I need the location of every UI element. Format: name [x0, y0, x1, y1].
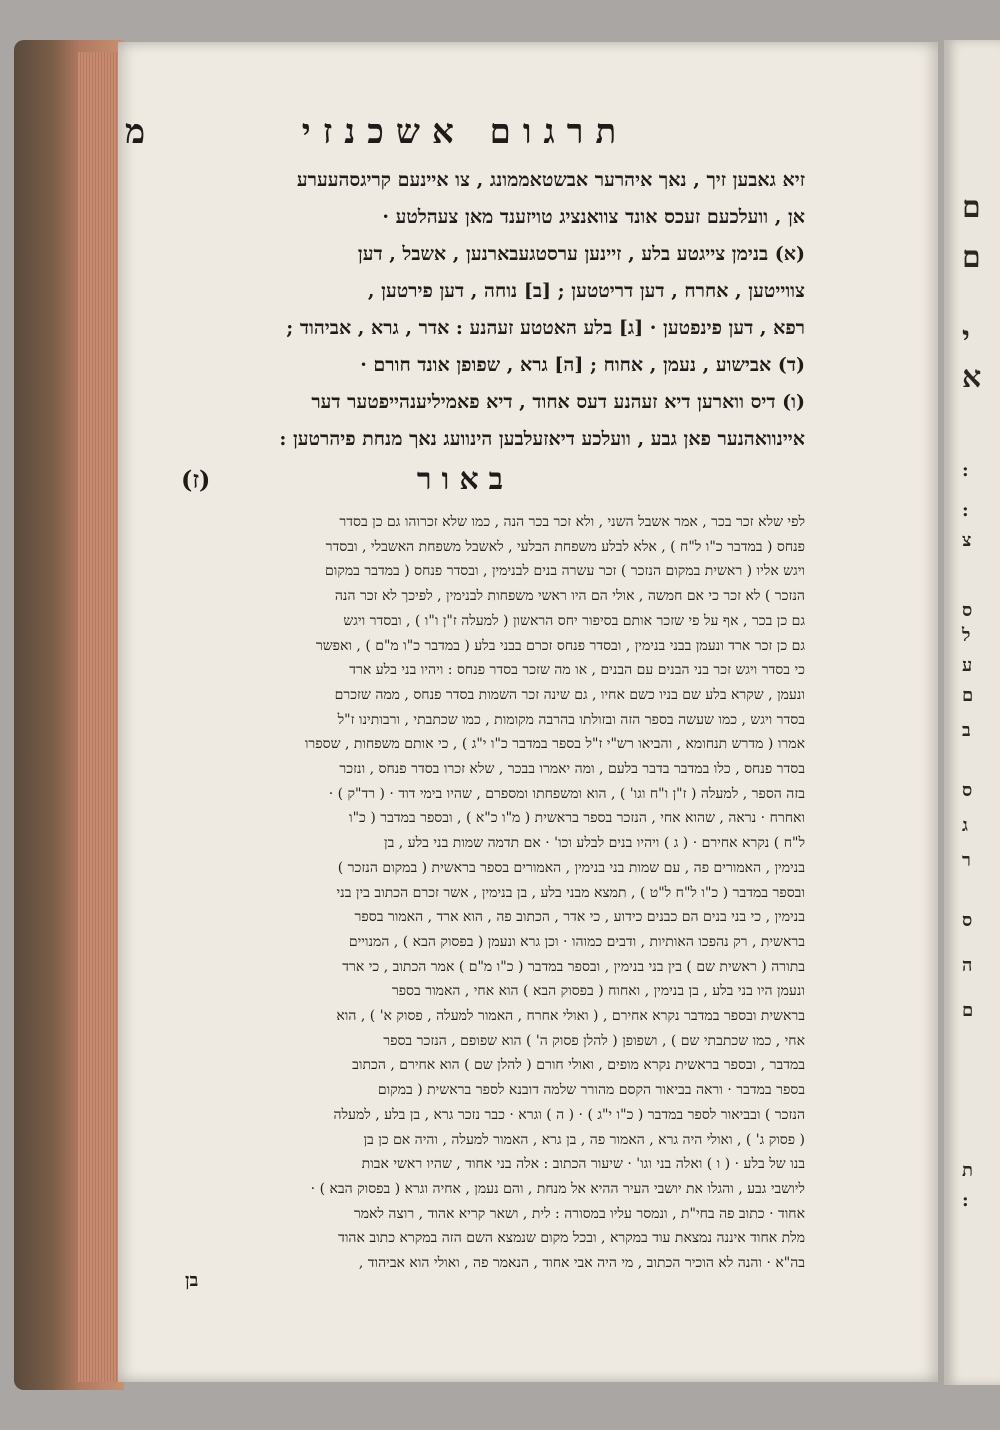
commentary-line: בראשית , רק נהפכו האותיות , ודבים כמוהו · וכן גרא ונעמן ( בפסוק הבא ) , המנויים	[348, 933, 805, 950]
commentary-line: כי בסדר ויגש זכר בני הבנים עם הבנים , או מה שזכר בסדר פנחס : ויהיו בני בלע ארד	[349, 662, 805, 679]
commentary-line: הנזכר ) ובביאור לספר במדבר ( כ"ו י"ג ) · ( ה ) וגרא · כבר נזכר גרא , בן בלע , למעלה	[333, 1106, 805, 1123]
facing-page-glyph: צ	[962, 530, 972, 551]
commentary-line: ל"ח ) נקרא אחירם · ( ג ) ויהיו בנים לבלע וכו' · אם תדמה שמות בני בלע , בן	[384, 835, 805, 852]
commentary-line: בה"א · והנה לא הוכיר הכתוב , מי היה אבי אחוד , הנאמר פה , ואולי הוא אביהוד ,	[358, 1255, 805, 1272]
facing-page-glyph: א	[962, 360, 982, 395]
facing-page-glyph: ל	[962, 625, 971, 646]
commentary-line: אחי , כמו שכתבתי שם ) , ושפופן ( להלן פסוק ה' ) הוא שפופם , הנזכר בספר	[383, 1032, 805, 1049]
commentary-line: בראשית ובספר במדבר נקרא אחירם , ( ואולי אחרח , האמור למעלה , פסוק א' ) , הוא	[336, 1008, 805, 1025]
commentary-line: ( פסוק ג' ) , ואולי היה גרא , האמור פה , בן גרא , האמור למעלה , והיה אם כן בן	[363, 1131, 805, 1148]
commentary-line: מלת אחוד איננה נמצאת עוד במקרא , ובכל מקום שנמצא השם הזה במקרא כתוב אהוד	[338, 1230, 805, 1247]
facing-page-glyph: י	[962, 320, 970, 355]
biur-verse-marker: (ז)	[181, 465, 211, 494]
commentary-line: בנו של בלע · ( ו ) ואלה בני וגו' · שיעור הכתוב : אלה בני אחוד , שהיו ראשי אבות	[361, 1156, 805, 1173]
facing-page-glyph: ם	[962, 1000, 974, 1021]
commentary-line: בסדר פנחס , כלו במדבר בדבר בלעם , ומה יאמרו בבכר , שלא זכרו בסדר פנחס , ונזכר	[339, 761, 805, 778]
translation-line: (ו) דיס ווארען דיא זעהנע דעס אחוד , דיא פאמיליענהייפטער דער	[311, 391, 805, 413]
page-edges	[78, 52, 118, 1382]
commentary-line: ואחרח · נראה , שהוא אחי , הנזכר בספר בראשית ( מ"ו כ"א ) , ובספר במדבר ( כ"ו	[349, 810, 805, 827]
facing-page-glyph: ב	[962, 720, 971, 741]
commentary-line: בסדר ויגש , כמו שעשה בספר הזה ובזולתו בהרבה מקומות , כמו שכתבתי , ורבותינו ז"ל	[337, 711, 805, 728]
commentary-line: בזה הספר , למעלה ( ז"ן ו"ח וגו' ) , הוא ומשפחתו ומספרם , שהיו בימי דוד · ( רד"ק ) ·	[328, 785, 805, 802]
commentary-line: הנזכר ) לא זכר כי אם חמשה , אולי הם היו ראשי משפחות לבנימין , לפיכך לא זכר הנה	[334, 588, 805, 605]
commentary-line: בספר במדבר · וראה בביאור הקסם מהורר שלמה דובנא לספר בראשית ( במקום	[377, 1082, 805, 1099]
translation-line: צווייטען , אחרח , דען דריטטען ; [ב] נוחה , דען פירטען ,	[367, 280, 805, 302]
running-title: תרגום אשכנזי	[301, 112, 629, 152]
facing-page-glyph: ס	[962, 910, 973, 931]
facing-page-glyph: ס	[962, 780, 973, 801]
facing-page-glyph: :	[962, 1190, 969, 1211]
biur-title: באור	[416, 462, 514, 497]
facing-page-glyph: :	[962, 500, 969, 521]
commentary-line: בתורה ( ראשית שם ) בין בני בנימין , ובספר במדבר ( כ"ו מ"ם ) אמר הכתוב , כי ארד	[342, 958, 805, 975]
facing-page-glyph: ת	[962, 1160, 973, 1181]
commentary-line: לפי שלא זכר בכר , אמר אשבל השני , ולא זכר בכר הנה , כמו שלא זכרוהו גם כן בסדר	[339, 514, 805, 530]
page-header	[125, 110, 805, 154]
biur-heading	[125, 460, 805, 500]
facing-page-glyph: ם	[962, 685, 974, 706]
facing-page-strip	[944, 40, 1000, 1385]
commentary-line: גם כן בכר , אף על פי שזכר אותם בסיפור יחס הראשון ( למעלה ז"ן ו"ו ) , ובסדר ויגש	[343, 612, 805, 629]
facing-page-glyph: ס	[962, 600, 973, 621]
facing-page-glyph: :	[962, 460, 969, 481]
page-letter: מ	[125, 112, 146, 152]
commentary-line: אמרו ( מדרש תנחומא , והביאו רש"י ז"ל בספר במדבר כ"ו י"ג ) , כי אותם משפחות , שספרו	[304, 736, 805, 753]
commentary-line: ונעמן , שקרא בלע שם בניו כשם אחיו , גם שינה זכר השמות בסדר פנחס , ממה שזכרם	[334, 686, 805, 703]
translation-line: אן , וועלכעם זעכס אונד צוואנציג טויזענד מאן צעהלטע ·	[382, 206, 805, 228]
commentary-line: בנימין , כי בני בנים הם כבנים כידוע , כי אדר , הכתוב פה , הוא ארד , האמור בספר	[354, 909, 805, 926]
translation-block	[125, 162, 805, 458]
facing-page-glyph: ר	[962, 850, 971, 871]
facing-page-glyph: ה	[962, 955, 973, 976]
facing-page-glyph: ם	[962, 190, 981, 225]
commentary-line: אחוד · כתוב פה בחי"ת , ונמסר עליו במסורה : לית , ושאר קריא אהוד , רוצה לאמר	[353, 1205, 805, 1222]
commentary-line: ונעמן היו בני בלע , בן בנימין , ואחוח ( בפסוק הבא ) הוא אחי , האמור בספר	[391, 983, 805, 1000]
translation-line: (ד) אבישוע , נעמן , אחוח ; [ה] גרא , שפופן אונד חורם ·	[360, 354, 805, 376]
facing-page-glyph: ג	[962, 815, 968, 836]
commentary-block	[125, 510, 805, 1276]
commentary-line: ליושבי גבע , והגלו את יושבי העיר ההיא אל מנחת , והם נעמן , אחיה וגרא ( בפסוק הבא ) ·	[310, 1180, 805, 1197]
translation-line: רפא , דען פינפטען · [ג] בלע האטטע זעהנע : אדר , גרא , אביהוד ;	[286, 317, 805, 339]
commentary-line: במדבר , ובספר בראשית נקרא מופים , ואולי חורם ( להלן שם ) הוא אחירם , הכתוב	[352, 1057, 805, 1074]
translation-line: זיא גאבען זיך , נאך איהרער אבשטאממונג , צו איינעם קריגסהעערע	[296, 169, 805, 191]
commentary-line: בנימין , האמורים פה , עם שמות בני בנימין , האמורים בספר בראשית ( במקום הנזכר )	[337, 859, 805, 876]
commentary-line: ויגש אליו ( ראשית במקום הנזכר ) זכר עשרה בנים לבנימין , ובסדר פנחס ( במדבר במקום	[325, 563, 805, 580]
translation-line: (א) בנימן צייגטע בלע , זיינען ערסטגעבארנען , אשבל , דען	[357, 243, 805, 265]
facing-page-glyph: ם	[962, 240, 981, 275]
page-content	[125, 110, 805, 1276]
catchword: בן	[185, 1270, 199, 1291]
commentary-line: ובספר במדבר ( כ"ו ל"ח ל"ט ) , תמצא מבני בלע , בן בנימין , אשר זכרם הכתוב בין בני	[336, 884, 805, 901]
commentary-line: גם כן זכר ארד ונעמן בבני בנימין , ובסדר פנחס זכרם בבני בלע ( במדבר כ"ו מ"ם ) , ואפשר	[315, 637, 805, 654]
translation-line: איינוואהנער פאן גבע , וועלכע דיאזעלבען הינוועג נאך מנחת פיהרטען :	[279, 428, 805, 450]
commentary-line: פנחס ( במדבר כ"ו ל"ח ) , אלא לבלע משפחת הבלעי , לאשבל משפחת האשבלי , ובסדר	[325, 538, 805, 555]
facing-page-glyph: ע	[962, 655, 973, 676]
